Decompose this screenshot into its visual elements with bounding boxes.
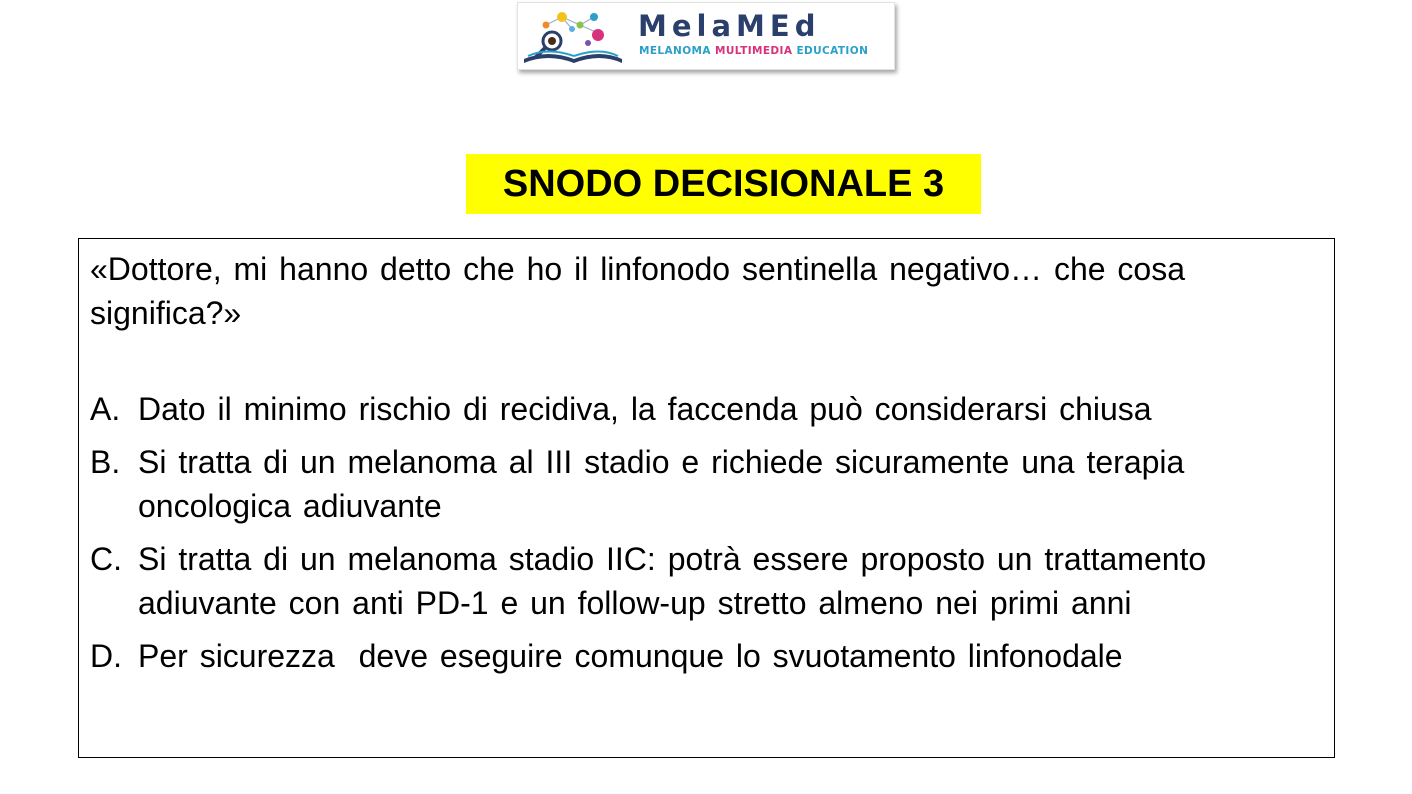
option-a	[90, 387, 1324, 431]
question-text: «Dottore, mi hanno detto che ho il linfonodo sentinella negativo… che cosa significa?»	[90, 251, 1186, 331]
option-text: Per sicurezza deve eseguire comunque lo svuotamento linfonodale	[138, 638, 1123, 674]
logo-tagline	[639, 45, 868, 57]
option-letter: A.	[90, 391, 121, 427]
question-box	[78, 238, 1335, 758]
logo-emblem-icon	[518, 3, 638, 71]
logo-tagline-melanoma: MELANOMA	[639, 45, 711, 57]
option-d	[90, 634, 1324, 678]
logo-tagline-education: EDUCATION	[796, 45, 869, 57]
option-text: Si tratta di un melanoma stadio IIC: potrà essere proposto un trattamento adiuvante con anti PD-1 e un follow-up stretto almeno nei primi anni	[138, 541, 1207, 621]
option-letter: B.	[90, 444, 121, 480]
logo-tagline-multimedia: MULTIMEDIA	[715, 45, 793, 57]
option-b	[90, 440, 1324, 528]
option-text: Dato il minimo rischio di recidiva, la faccenda può considerarsi chiusa	[138, 391, 1152, 427]
answer-options	[90, 387, 1324, 678]
option-letter: C.	[90, 541, 122, 577]
slide-title: SNODO DECISIONALE 3	[466, 154, 981, 214]
option-c	[90, 537, 1324, 625]
option-text: Si tratta di un melanoma al III stadio e richiede sicuramente una terapia oncologica adiuvante	[138, 444, 1185, 524]
melamed-logo	[517, 2, 895, 70]
option-letter: D.	[90, 638, 122, 674]
logo-name: MelaMEd	[638, 9, 821, 43]
